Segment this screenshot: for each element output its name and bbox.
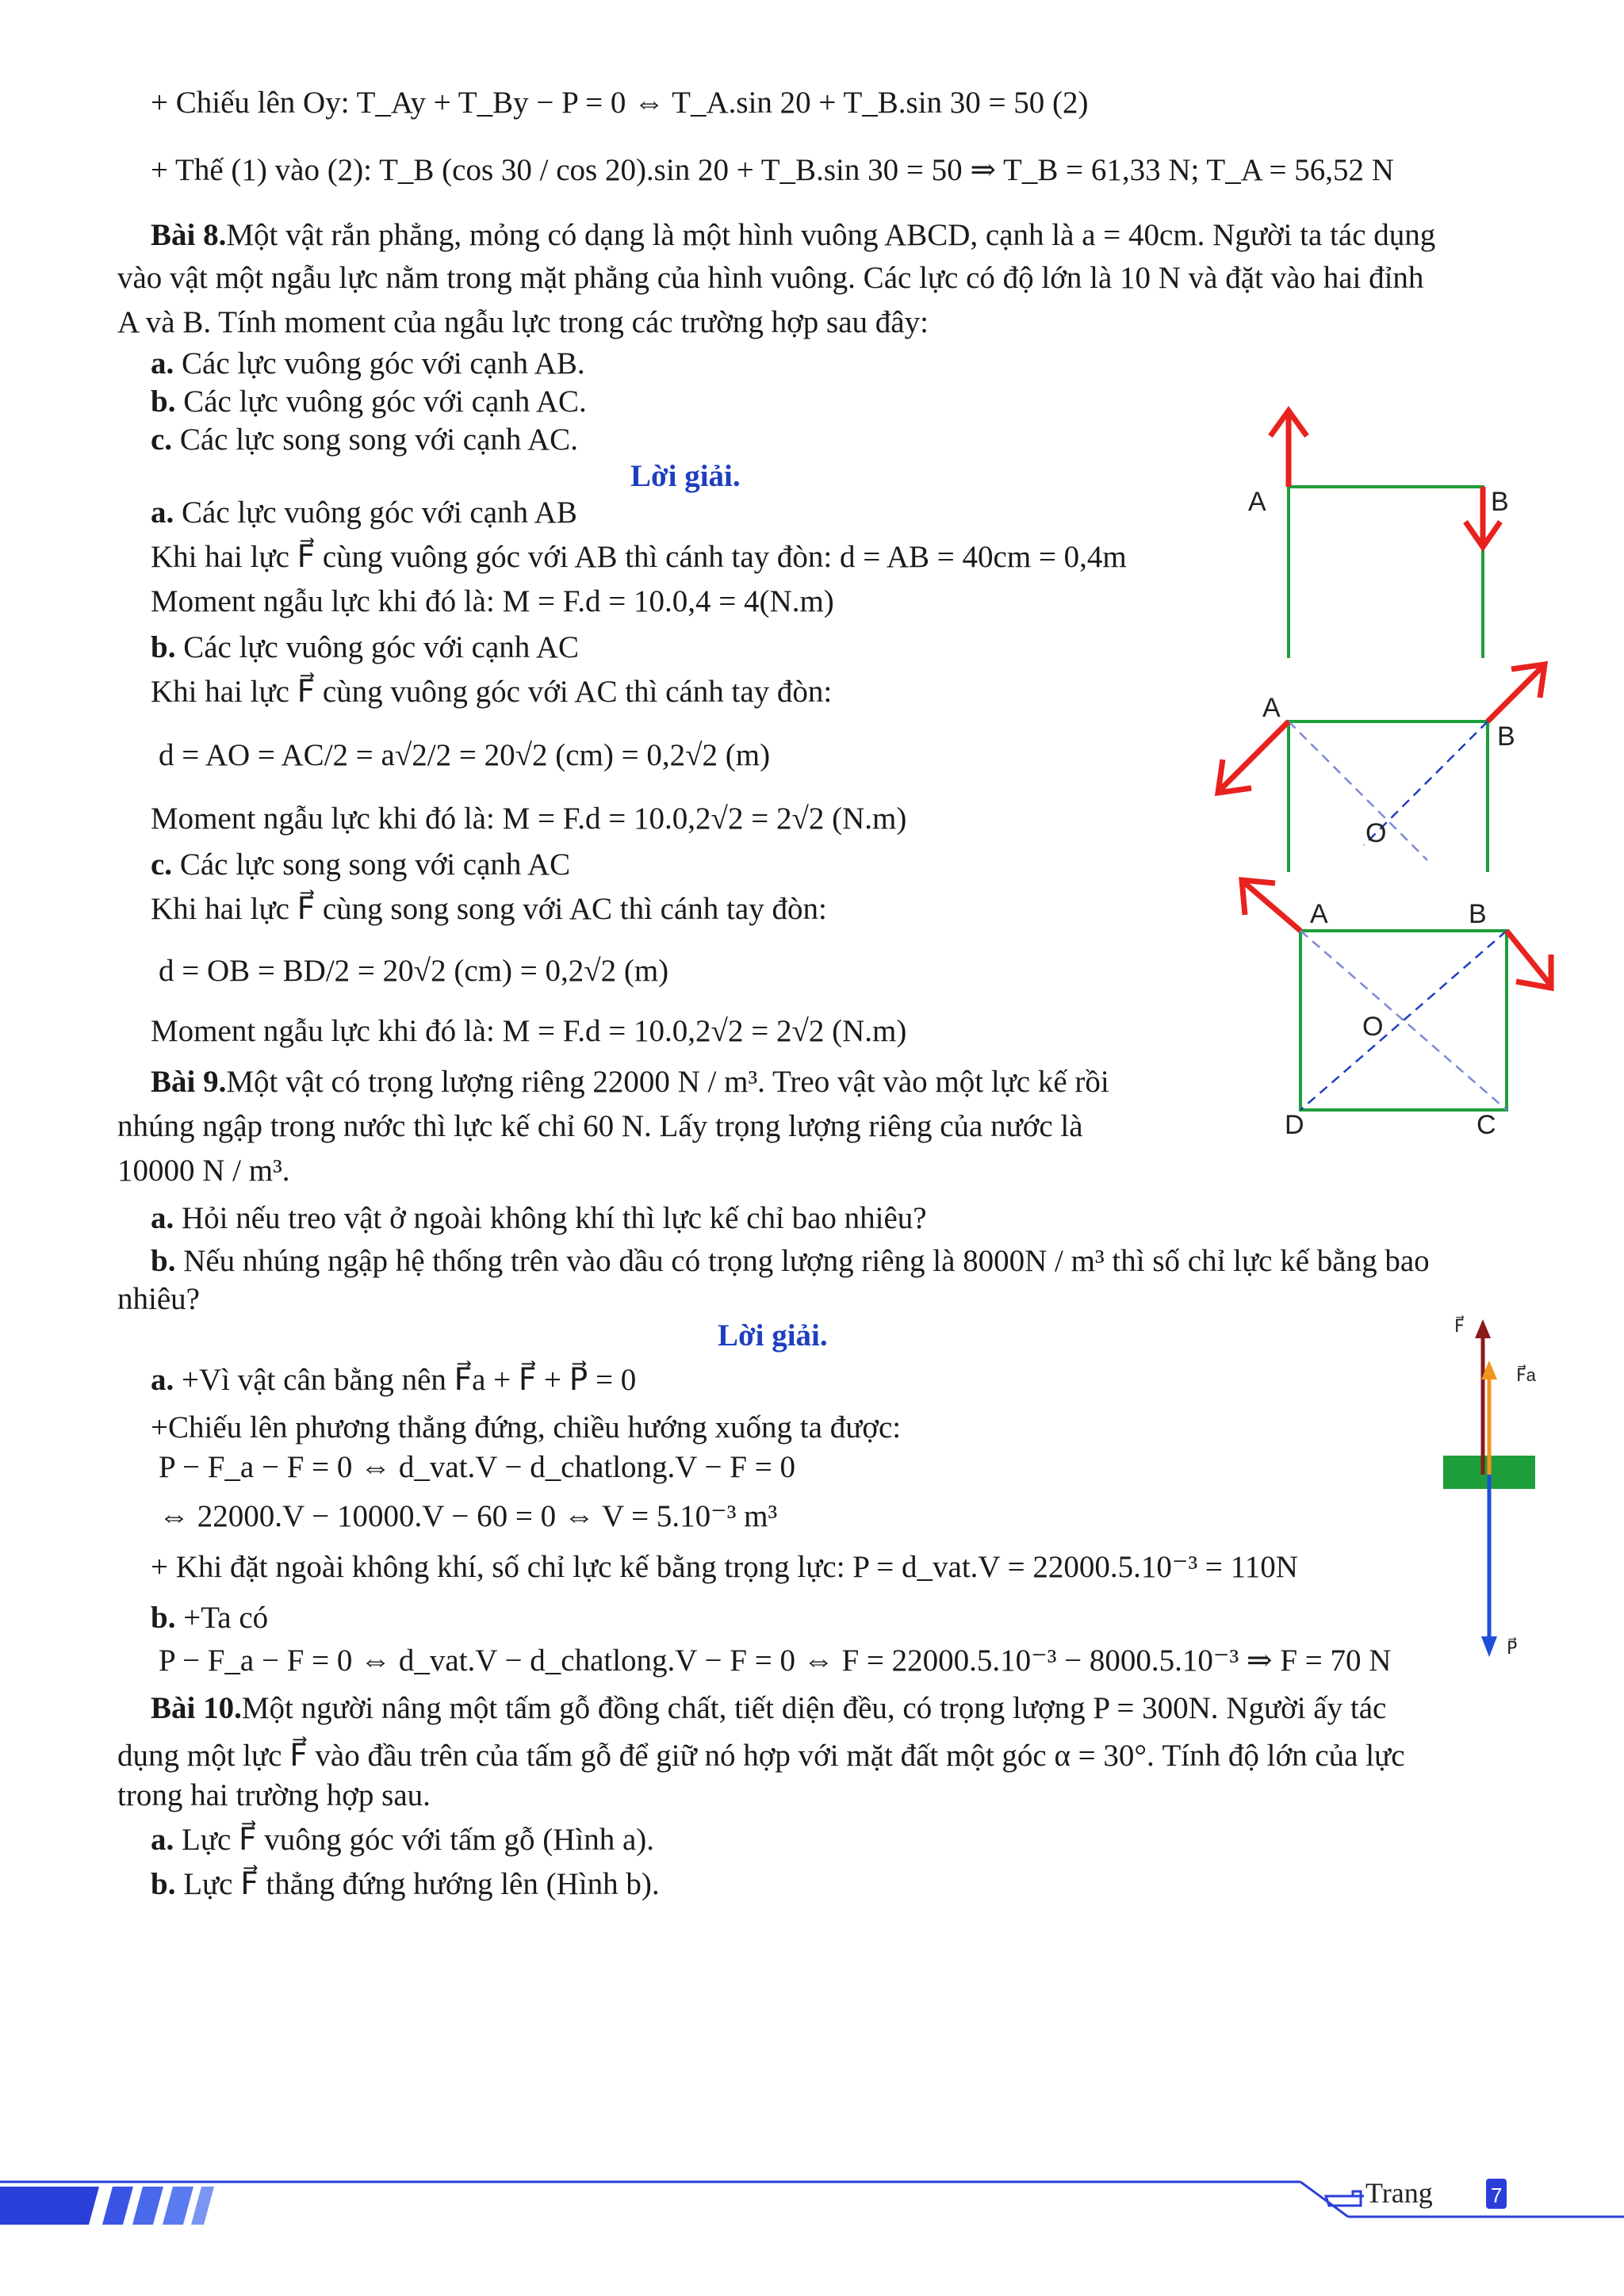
vector-label-f: F⃗ (1454, 1316, 1465, 1336)
item-text: Các lực vuông góc với cạnh AB (174, 496, 577, 530)
solution-heading: Lời giải. (718, 1318, 828, 1353)
page-label: Trang (1365, 2177, 1433, 2209)
exercise-8-line-1 (151, 216, 1435, 255)
vertex-label-a: A (1262, 693, 1281, 723)
formula-line: P − F_a − F = 0 ⇔ d_vat.V − d_chatlong.V − F = 0 ⇔ F = 22000.5.10⁻³ − 8000.5.10⁻³ ⇒ F = 70 N (159, 1644, 1392, 1678)
vertex-label-a: A (1248, 487, 1266, 517)
text-line: A và B. Tính moment của ngẫu lực trong các trường hợp sau đây: (117, 305, 929, 339)
item-text: Các lực song song với cạnh AC (172, 848, 571, 882)
item-text: Lực F⃗ vuông góc với tấm gỗ (Hình a). (174, 1823, 654, 1857)
text-line: nhiêu? (117, 1282, 200, 1316)
text-line: nhúng ngập trong nước thì lực kế chỉ 60 N. Lấy trọng lượng riêng của nước là (117, 1109, 1083, 1143)
footer-stripe (191, 2187, 214, 2225)
arrow-head-icon (1475, 1319, 1491, 1338)
item-label: c. (151, 848, 173, 882)
diagonal-ac (1289, 721, 1427, 860)
text-line: Moment ngẫu lực khi đó là: M = F.d = 10.0,2√2 = 2√2 (N.m) (151, 1014, 907, 1048)
text-line: Khi hai lực F⃗ cùng vuông góc với AB thì cánh tay đòn: d = AB = 40cm = 0,4m (151, 540, 1127, 574)
solution-heading: Lời giải. (630, 459, 741, 493)
footer-stripe (132, 2187, 163, 2225)
item-text: Các lực vuông góc với cạnh AB. (174, 346, 585, 381)
item-label: a. (151, 1363, 174, 1397)
force-arrow-a (1245, 883, 1300, 931)
text-line: + Khi đặt ngoài không khí, số chỉ lực kế bằng trọng lực: P = d_vat.V = 22000.5.10⁻³ = 110N (151, 1550, 1298, 1584)
item-label: b. (151, 1867, 176, 1901)
text-line: Khi hai lực F⃗ cùng song song với AC thì cánh tay đòn: (151, 892, 827, 926)
item-label: a. (151, 1823, 174, 1857)
footer-stripe (163, 2187, 193, 2225)
exercise-10-line-1 (151, 1689, 1386, 1728)
figure-couple-perpendicular-ab (1221, 404, 1554, 658)
text-line: + Thế (1) vào (2): T_B (cos 30 / cos 20).sin 20 + T_B.sin 30 = 50 ⇒ T_B = 61,33 N; T_A = 56,52 N (151, 153, 1394, 187)
vertex-label-b: B (1497, 721, 1515, 752)
vector-label-p: P⃗ (1507, 1638, 1518, 1658)
figure-couple-parallel-ac (1237, 872, 1554, 1142)
footer-stripe (0, 2187, 99, 2225)
item-label: a. (151, 1201, 174, 1235)
text-line (151, 1199, 927, 1238)
item-text: Các lực vuông góc với cạnh AC (175, 630, 580, 664)
item-label: a. (151, 496, 174, 530)
item-text: Các lực vuông góc với cạnh AC. (175, 385, 587, 419)
text-line: + Chiếu lên Oy: T_Ay + T_By − P = 0 ⇔ T_A.sin 20 + T_B.sin 30 = 50 (2) (151, 86, 1089, 120)
center-label-o: O (1365, 818, 1387, 848)
text-line (151, 493, 577, 533)
item-label: a. (151, 346, 174, 381)
formula-line: d = AO = AC/2 = a√2/2 = 20√2 (cm) = 0,2√2 (m) (159, 738, 771, 772)
page-footer (0, 2164, 1624, 2260)
item-text: Các lực song song với cạnh AC. (172, 423, 578, 457)
force-arrow-b (1507, 931, 1550, 985)
item-label: b. (151, 1601, 176, 1635)
arrow-head-icon (1481, 1636, 1497, 1657)
text-line (151, 845, 570, 885)
text-line (151, 1865, 660, 1904)
text-line (151, 1598, 268, 1638)
text-line (151, 1820, 654, 1860)
text-line: dụng một lực F⃗ vào đầu trên của tấm gỗ để giữ nó hợp với mặt đất một góc α = 30°. Tính độ lớn của lực (117, 1739, 1405, 1773)
item-text: +Ta có (175, 1601, 269, 1635)
item-label: b. (151, 385, 176, 419)
vertex-label-b: B (1469, 899, 1487, 929)
item-text: Lực F⃗ thẳng đứng hướng lên (Hình b). (175, 1867, 660, 1901)
text-line (151, 420, 578, 460)
text-line: +Chiếu lên phương thẳng đứng, chiều hướng xuống ta được: (151, 1410, 902, 1445)
vertex-label-d: D (1285, 1110, 1304, 1140)
exercise-8-text: Một vật rắn phẳng, mỏng có dạng là một hình vuông ABCD, cạnh là a = 40cm. Người ta tác dụng (226, 218, 1436, 252)
text-line: vào vật một ngẫu lực nằm trong mặt phẳng của hình vuông. Các lực có độ lớn là 10 N và đặt vào hai đỉnh (117, 261, 1424, 295)
item-text: Nếu nhúng ngập hệ thống trên vào dầu có trọng lượng riêng là 8000N / m³ thì số chỉ lực kế bằng bao (175, 1244, 1430, 1278)
exercise-9-title: Bài 9. (151, 1065, 227, 1099)
text-line: trong hai trường hợp sau. (117, 1778, 431, 1812)
figure-couple-perpendicular-ac (1205, 658, 1554, 872)
item-text: +Vì vật cân bằng nên F⃗a + F⃗ + P⃗ = 0 (174, 1363, 637, 1397)
text-line (151, 382, 587, 422)
formula-line: d = OB = BD/2 = 20√2 (cm) = 0,2√2 (m) (159, 954, 669, 988)
square-frame (1289, 721, 1488, 872)
text-line: Moment ngẫu lực khi đó là: M = F.d = 10.0,2√2 = 2√2 (N.m) (151, 802, 907, 836)
force-arrow-a (1221, 721, 1289, 789)
vertex-label-c: C (1477, 1110, 1496, 1140)
text-line: Khi hai lực F⃗ cùng vuông góc với AC thì cánh tay đòn: (151, 675, 833, 709)
exercise-9-line-1 (151, 1062, 1109, 1102)
text-line (151, 1242, 1430, 1281)
footer-stripe (102, 2187, 133, 2225)
item-label: c. (151, 423, 173, 457)
formula-line: P − F_a − F = 0 ⇔ d_vat.V − d_chatlong.V − F = 0 (159, 1450, 795, 1484)
exercise-10-text: Một người nâng một tấm gỗ đồng chất, tiết diện đều, có trọng lượng P = 300N. Người ấy tác (241, 1691, 1387, 1725)
item-label: b. (151, 1244, 176, 1278)
square-frame (1289, 487, 1483, 658)
formula-line: ⇔ 22000.V − 10000.V − 60 = 0 ⇔ V = 5.10⁻³ m³ (159, 1499, 778, 1533)
vertex-label-b: B (1491, 487, 1509, 517)
figure-forces-on-object (1427, 1308, 1570, 1673)
vector-label-fa: F⃗a (1516, 1365, 1536, 1385)
page-number: 7 (1491, 2183, 1503, 2207)
text-line (151, 344, 585, 384)
exercise-8-title: Bài 8. (151, 218, 227, 252)
text-line: Moment ngẫu lực khi đó là: M = F.d = 10.0,4 = 4(N.m) (151, 584, 834, 618)
footer-rule (1300, 2182, 1348, 2217)
text-line (151, 1360, 636, 1400)
exercise-9-text: Một vật có trọng lượng riêng 22000 N / m³. Treo vật vào một lực kế rồi (226, 1065, 1109, 1099)
force-arrow-b (1488, 667, 1542, 721)
vertex-label-a: A (1310, 899, 1328, 929)
center-label-o: O (1362, 1012, 1384, 1042)
item-text: Hỏi nếu treo vật ở ngoài không khí thì lực kế chỉ bao nhiêu? (174, 1201, 927, 1235)
item-label: b. (151, 630, 176, 664)
exercise-10-title: Bài 10. (151, 1691, 242, 1725)
text-line (151, 628, 579, 668)
text-line: 10000 N / m³. (117, 1154, 290, 1188)
